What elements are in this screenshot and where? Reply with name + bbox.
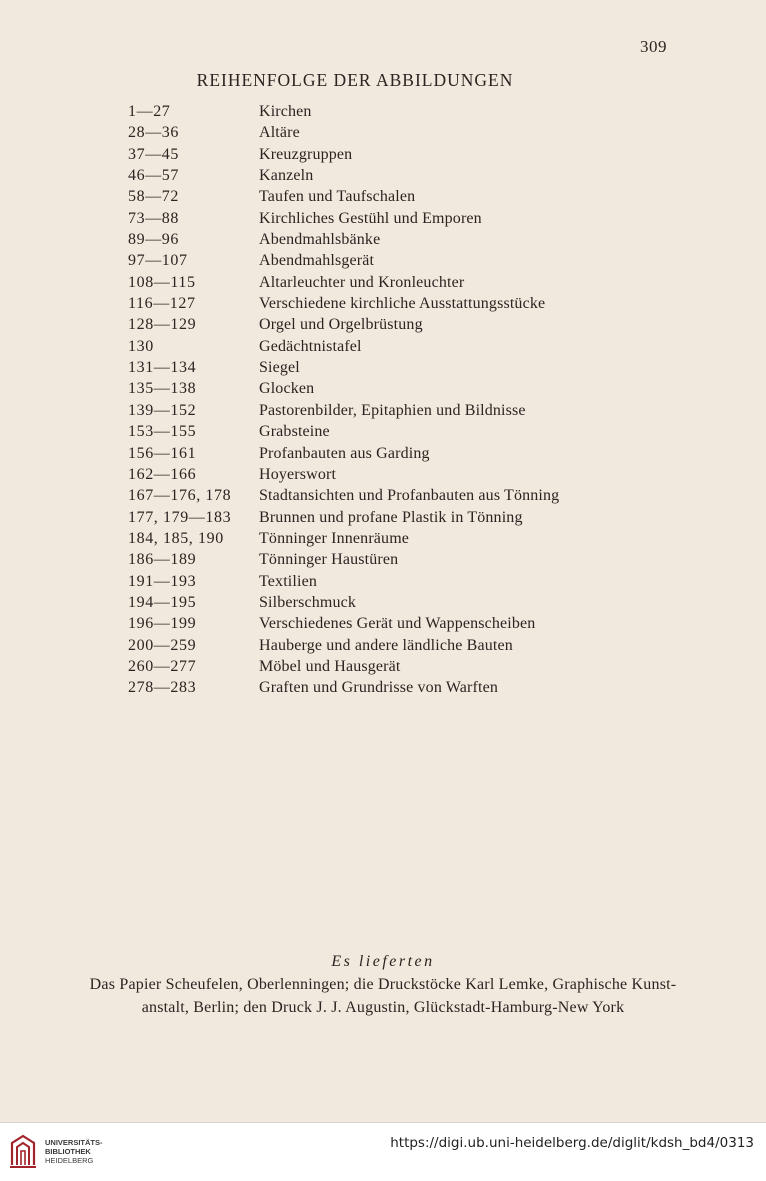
toc-row [0,613,766,634]
figure-subject: Silberschmuck [259,593,357,611]
credits-line-1: Das Papier Scheufelen, Oberlenningen; die Druckstöcke Karl Lemke, Graphische Kunst- [89,976,677,993]
figure-range: 139—152 [128,401,197,419]
figure-range: 196—199 [128,615,197,633]
toc-row [0,357,766,378]
figure-subject: Grabsteine [259,423,330,441]
logo-line-1: UNIVERSITÄTS- [45,1138,103,1147]
toc-row [0,208,766,229]
figure-range: 191—193 [128,572,197,590]
toc-row [0,592,766,613]
toc-row [0,464,766,485]
figure-subject: Tönninger Innenräume [259,529,410,547]
figure-subject: Profanbauten aus Garding [259,444,430,462]
toc-row [0,272,766,293]
viewer-footer [0,1122,766,1181]
figure-subject: Kanzeln [259,167,314,185]
figure-range: 162—166 [128,465,197,483]
figure-subject: Textilien [259,572,317,590]
figure-range: 167—176, 178 [128,487,232,505]
figure-range: 128—129 [128,316,197,334]
library-emblem-icon [8,1133,38,1169]
figure-range: 89—96 [128,231,179,249]
figure-subject: Graften und Grundrisse von Warften [259,679,499,697]
figure-subject: Kirchen [259,103,312,120]
toc-row [0,507,766,528]
credits-line-2: anstalt, Berlin; den Druck J. J. Augustin, Glückstadt-Hamburg-New York [141,999,625,1016]
page-number: 309 [640,37,667,56]
toc-row [0,101,766,122]
figure-range: 28—36 [128,124,179,142]
figure-range: 37—45 [128,145,179,163]
toc-row [0,122,766,143]
toc-row [0,186,766,207]
figure-range: 58—72 [128,188,179,206]
toc-row [0,528,766,549]
figure-subject: Hauberge und andere ländliche Bauten [259,636,513,654]
toc-row [0,443,766,464]
figure-range: 184, 185, 190 [128,529,224,547]
toc-row [0,656,766,677]
figure-range: 73—88 [128,209,179,227]
figure-range: 135—138 [128,380,197,398]
figure-range: 177, 179—183 [128,508,232,526]
toc-row [0,144,766,165]
figure-range: 131—134 [128,359,197,377]
figure-subject: Pastorenbilder, Epitaphien und Bildnisse [259,401,526,419]
figure-subject: Verschiedene kirchliche Ausstattungsstücke [259,295,546,313]
figure-subject: Altäre [259,124,300,142]
logo-line-2: BIBLIOTHEK [45,1147,91,1156]
toc-row [0,400,766,421]
figure-subject: Gedächtnistafel [259,337,362,355]
figure-subject: Stadtansichten und Profanbauten aus Tönning [259,487,560,505]
figure-range: 116—127 [128,295,196,313]
figure-range: 108—115 [128,273,196,291]
page-title: REIHENFOLGE DER ABBILDUNGEN [196,70,514,90]
figure-subject: Glocken [259,380,315,398]
library-logo[interactable] [8,1133,168,1173]
toc-row [0,293,766,314]
figure-subject: Hoyerswort [259,465,337,483]
toc-row [0,165,766,186]
toc-row [0,635,766,656]
figure-subject: Orgel und Orgelbrüstung [259,316,423,334]
figure-subject: Altarleuchter und Kronleuchter [259,273,465,291]
figure-subject: Abendmahlsgerät [259,252,375,270]
figure-subject: Siegel [259,359,300,377]
toc-row [0,485,766,506]
figure-subject: Verschiedenes Gerät und Wappenscheiben [259,615,536,633]
credits-heading: Es lieferten [331,953,435,970]
toc-row [0,336,766,357]
figure-range: 46—57 [128,167,179,185]
figure-range: 278—283 [128,679,197,697]
figure-range: 156—161 [128,444,197,462]
toc-row [0,571,766,592]
figure-subject: Kreuzgruppen [259,145,353,163]
toc-row [0,250,766,271]
figure-range: 200—259 [128,636,197,654]
page-url-link[interactable]: https://digi.ub.uni-heidelberg.de/diglit/kdsh_bd4/0313 [390,1135,754,1151]
figure-subject: Kirchliches Gestühl und Emporen [259,209,482,227]
figure-index-list [0,101,766,699]
figure-range: 130 [128,337,154,355]
figure-subject: Tönninger Haustüren [259,551,399,569]
figure-range: 260—277 [128,657,197,675]
figure-range: 186—189 [128,551,197,569]
toc-row [0,677,766,698]
toc-row [0,378,766,399]
figure-subject: Brunnen und profane Plastik in Tönning [259,508,523,526]
figure-range: 153—155 [128,423,197,441]
figure-range: 97—107 [128,252,188,270]
toc-row [0,421,766,442]
toc-row [0,314,766,335]
figure-subject: Abendmahlsbänke [259,231,381,249]
figure-range: 194—195 [128,593,197,611]
figure-range: 1—27 [128,103,171,120]
toc-row [0,229,766,250]
toc-row [0,549,766,570]
figure-subject: Möbel und Hausgerät [259,657,401,675]
credits-section [0,951,766,1019]
figure-subject: Taufen und Taufschalen [259,188,416,206]
logo-line-3: HEIDELBERG [45,1156,94,1165]
